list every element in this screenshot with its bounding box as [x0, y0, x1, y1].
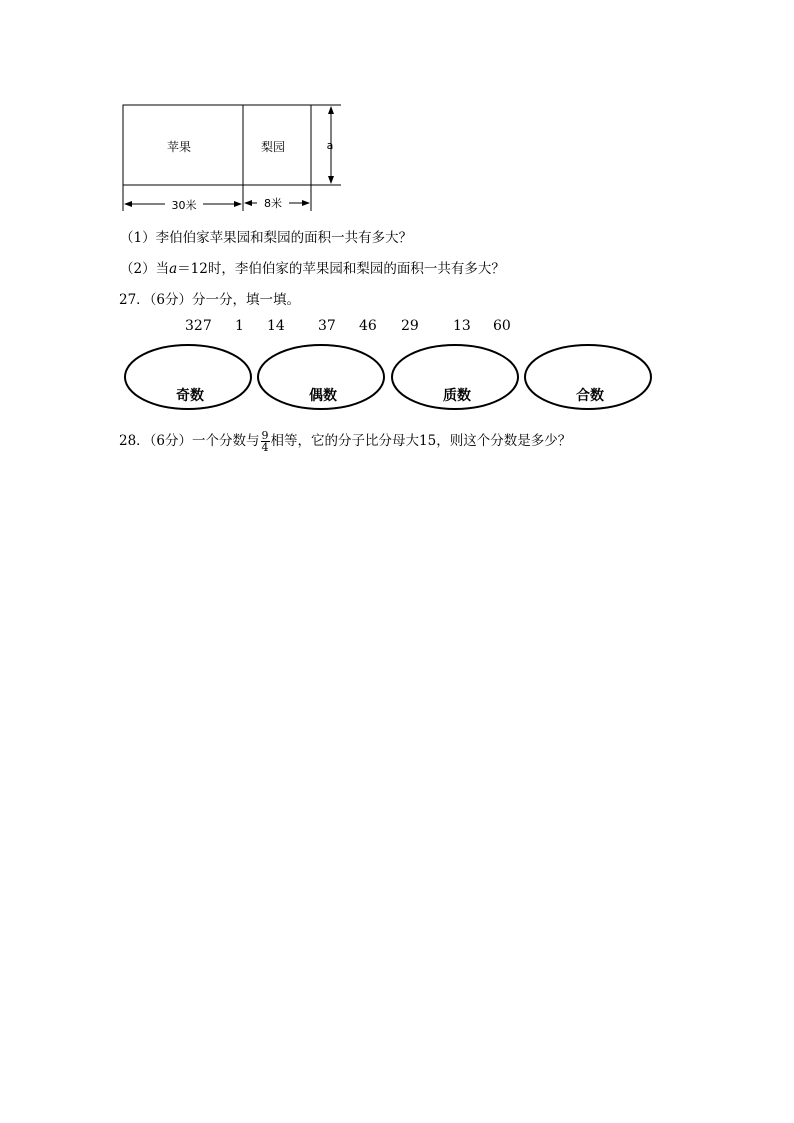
label-even: 偶数: [309, 388, 337, 404]
question-26-part-2: [120, 260, 505, 278]
number-13: 13: [453, 318, 471, 334]
fraction-9-4: [261, 430, 270, 453]
number-37: 37: [318, 318, 336, 334]
pear-label: 梨园: [260, 140, 286, 154]
orchard-diagram: [115, 98, 355, 218]
number-60: 60: [493, 318, 511, 334]
question-27-title: 27．（6分）分一分，填一填。: [119, 292, 301, 308]
apple-width-label: 30米: [171, 199, 197, 212]
label-composite: 合数: [576, 388, 604, 404]
q26-variable-a: a: [169, 261, 178, 277]
fraction-denominator: 4: [261, 441, 269, 454]
label-odd: 奇数: [176, 388, 204, 404]
q26-part2-prefix: （2）当: [120, 261, 170, 277]
number-14: 14: [267, 318, 285, 334]
classification-ovals: [120, 340, 660, 415]
pear-width-label: 8米: [264, 197, 282, 210]
number-1: 1: [235, 318, 244, 334]
fraction-numerator: 9: [261, 429, 269, 442]
side-a-label: a: [326, 139, 334, 152]
number-327: 327: [185, 318, 212, 334]
question-26-part-1: （1）李伯伯家苹果园和梨园的面积一共有多大？: [120, 230, 413, 246]
label-prime: 质数: [443, 388, 471, 404]
question-28: [119, 427, 571, 455]
q28-suffix: 相等，它的分子比分母大15，则这个分数是多少？: [270, 433, 572, 449]
number-46: 46: [359, 318, 377, 334]
apple-label: 苹果: [166, 140, 192, 154]
q26-part2-rest: ＝12时，李伯伯家的苹果园和梨园的面积一共有多大？: [177, 261, 505, 277]
number-29: 29: [401, 318, 419, 334]
q28-prefix: 28．（6分）一个分数与: [119, 433, 260, 449]
